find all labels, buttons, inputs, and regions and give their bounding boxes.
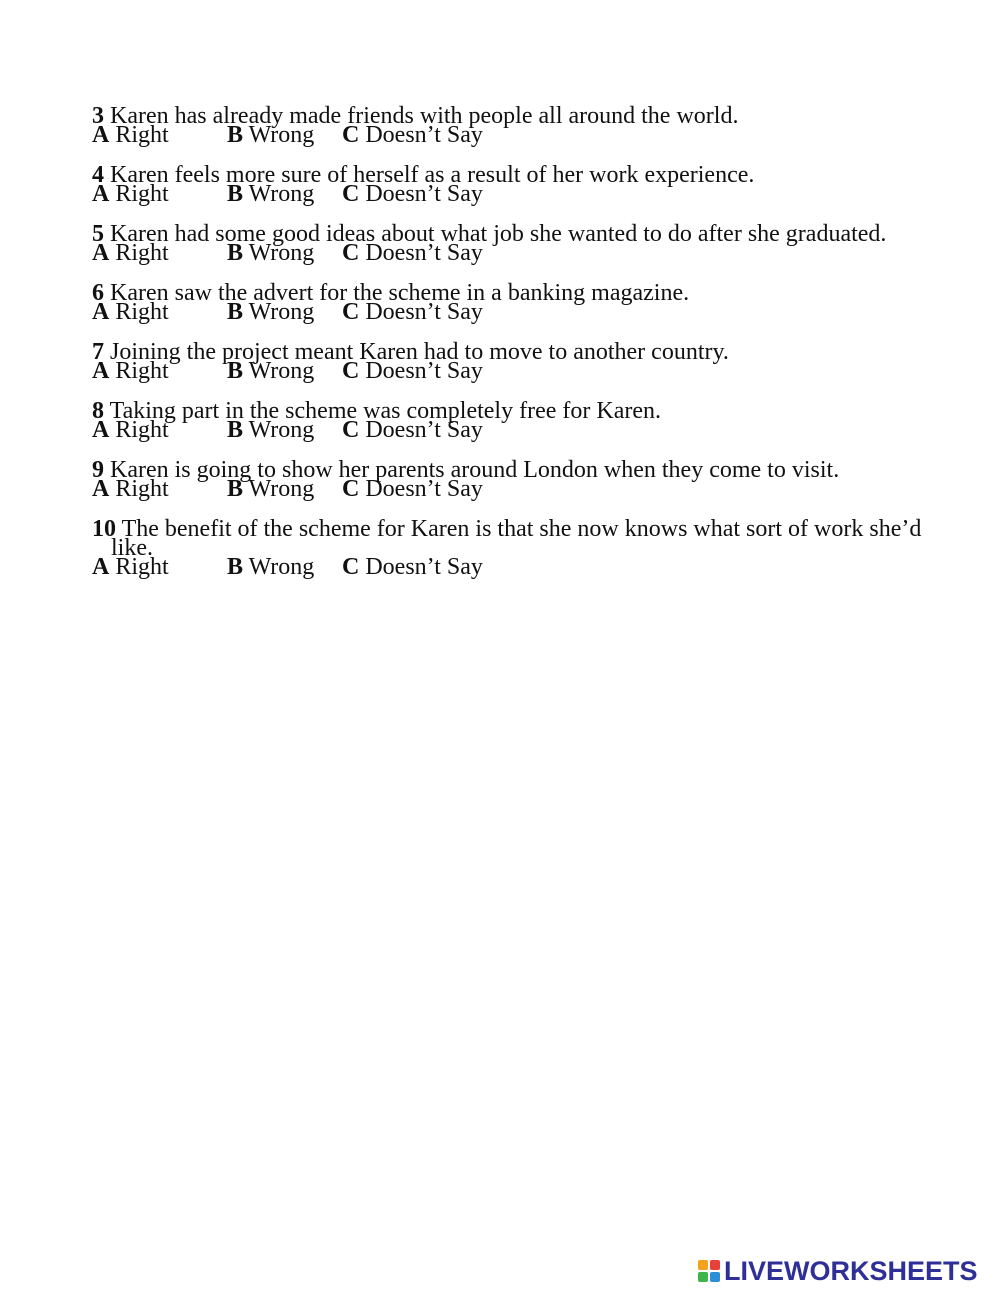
- question-number: 4: [92, 162, 104, 188]
- option-c[interactable]: C Doesn’t Say: [342, 358, 483, 384]
- liveworksheets-logo: [698, 1256, 978, 1286]
- question-number: 10: [92, 516, 116, 542]
- question-text: 4 Karen feels more sure of herself as a result of her work experience.: [92, 162, 755, 188]
- brand-name: LIVEWORKSHEETS: [724, 1255, 978, 1286]
- option-b[interactable]: B Wrong: [227, 476, 315, 502]
- question-number: 6: [92, 280, 104, 306]
- question-text: 5 Karen had some good ideas about what job she wanted to do after she graduated.: [92, 221, 887, 247]
- logo-square-3: [698, 1272, 708, 1282]
- question-9: [92, 457, 922, 502]
- option-a[interactable]: A Right: [92, 240, 169, 266]
- question-text: 3 Karen has already made friends with people all around the world.: [92, 103, 739, 129]
- option-b[interactable]: B Wrong: [227, 181, 315, 207]
- option-a[interactable]: A Right: [92, 476, 169, 502]
- option-c[interactable]: C Doesn’t Say: [342, 476, 483, 502]
- option-a[interactable]: A Right: [92, 122, 169, 148]
- option-c[interactable]: C Doesn’t Say: [342, 122, 483, 148]
- question-5: [92, 221, 922, 266]
- option-b[interactable]: B Wrong: [227, 122, 315, 148]
- option-c[interactable]: C Doesn’t Say: [342, 299, 483, 325]
- question-text: 10 The benefit of the scheme for Karen is that she now knows what sort of work she’d like.: [92, 516, 922, 561]
- answer-options: [92, 299, 922, 325]
- question-number: 5: [92, 221, 104, 247]
- question-number: 3: [92, 103, 104, 129]
- option-b[interactable]: B Wrong: [227, 417, 315, 443]
- question-number: 7: [92, 339, 104, 365]
- option-c[interactable]: C Doesn’t Say: [342, 554, 483, 580]
- option-b[interactable]: B Wrong: [227, 299, 315, 325]
- option-a[interactable]: A Right: [92, 181, 169, 207]
- option-a[interactable]: A Right: [92, 417, 169, 443]
- logo-square-1: [698, 1260, 708, 1270]
- logo-square-2: [710, 1260, 720, 1270]
- question-6: [92, 280, 922, 325]
- answer-options: [92, 417, 922, 443]
- question-4: [92, 162, 922, 207]
- question-8: [92, 398, 922, 443]
- option-c[interactable]: C Doesn’t Say: [342, 181, 483, 207]
- liveworksheets-logo-icon: [698, 1260, 720, 1282]
- question-7: [92, 339, 922, 384]
- question-number: 9: [92, 457, 104, 483]
- option-c[interactable]: C Doesn’t Say: [342, 240, 483, 266]
- question-10: [92, 516, 922, 580]
- option-c[interactable]: C Doesn’t Say: [342, 417, 483, 443]
- option-a[interactable]: A Right: [92, 299, 169, 325]
- answer-options: [92, 554, 922, 580]
- option-a[interactable]: A Right: [92, 358, 169, 384]
- option-a[interactable]: A Right: [92, 554, 169, 580]
- answer-options: [92, 122, 922, 148]
- option-b[interactable]: B Wrong: [227, 240, 315, 266]
- answer-options: [92, 476, 922, 502]
- option-b[interactable]: B Wrong: [227, 358, 315, 384]
- worksheet-questions: [92, 103, 922, 598]
- question-number: 8: [92, 398, 104, 424]
- question-text: 7 Joining the project meant Karen had to move to another country.: [92, 339, 729, 365]
- logo-square-4: [710, 1272, 720, 1282]
- question-text: 6 Karen saw the advert for the scheme in a banking magazine.: [92, 280, 690, 306]
- question-text: 8 Taking part in the scheme was completely free for Karen.: [92, 398, 662, 424]
- question-text: 9 Karen is going to show her parents around London when they come to visit.: [92, 457, 840, 483]
- option-b[interactable]: B Wrong: [227, 554, 315, 580]
- answer-options: [92, 358, 922, 384]
- answer-options: [92, 181, 922, 207]
- question-3: [92, 103, 922, 148]
- answer-options: [92, 240, 922, 266]
